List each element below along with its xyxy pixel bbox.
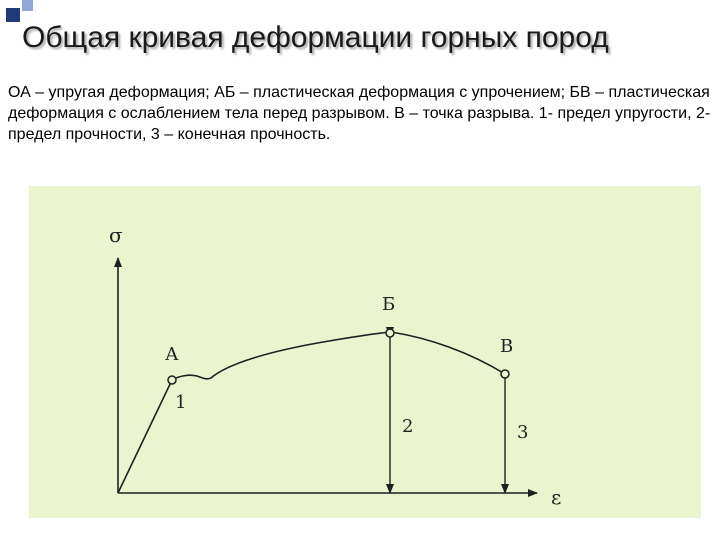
- point-b-marker: [386, 329, 394, 337]
- bullet-square-dark: [6, 8, 20, 22]
- slide-title: Общая кривая деформации горных пород: [22, 21, 609, 54]
- point-a-label: А: [165, 344, 179, 365]
- limit-label-1: 1: [175, 392, 187, 413]
- slide-caption: ОА – упругая деформация; АБ – пластическая деформация с упрочением; БВ – пластическая деформация с ослаблением тела перед разрывом. В – точка разрыва. 1- предел упругости, 2- предел прочности, 3 – конечная прочность.: [8, 84, 711, 143]
- point-b-label: Б: [382, 294, 396, 315]
- stress-strain-diagram: [29, 186, 701, 518]
- point-v-label: В: [500, 336, 514, 357]
- limit-label-3: 3: [517, 422, 529, 443]
- y-axis-label: σ: [109, 223, 123, 247]
- diagram-svg: [29, 186, 701, 518]
- bullet-square-light: [22, 0, 33, 11]
- x-axis-label: ε: [551, 485, 562, 509]
- point-a-marker: [168, 376, 176, 384]
- point-v-marker: [501, 370, 509, 378]
- limit-label-2: 2: [402, 416, 414, 437]
